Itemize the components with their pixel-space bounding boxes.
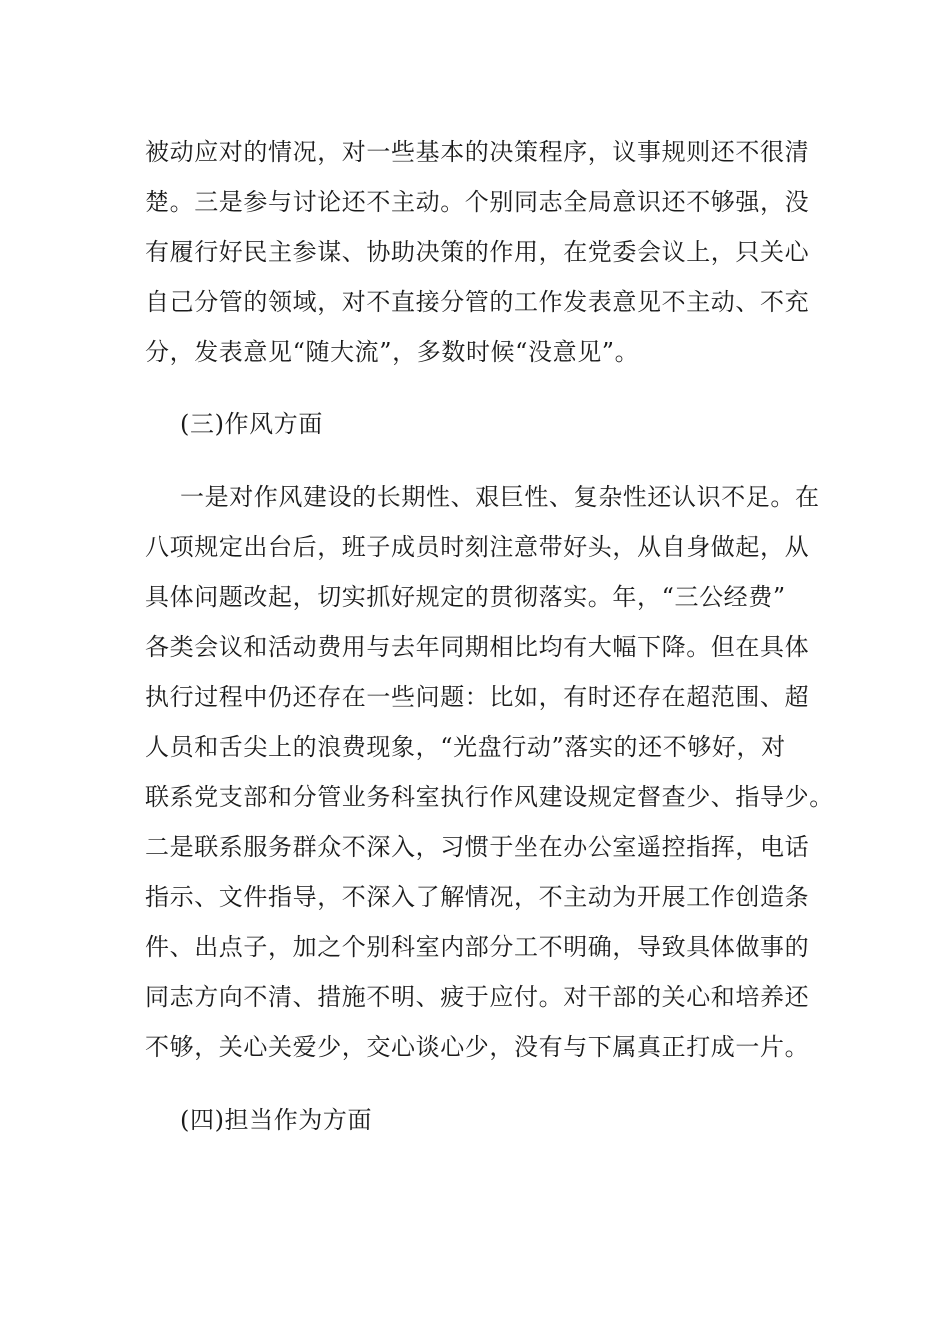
section-heading-3: (三)作风方面 — [180, 410, 323, 438]
text-line: 楚。三是参与讨论还不主动。个别同志全局意识还不够强，没 — [145, 188, 810, 216]
text-line: 被动应对的情况，对一些基本的决策程序，议事规则还不很清 — [145, 138, 810, 166]
text-line: 执行过程中仍还存在一些问题：比如，有时还存在超范围、超 — [145, 683, 810, 711]
text-line: 二是联系服务群众不深入，习惯于坐在办公室遥控指挥，电话 — [145, 833, 810, 861]
text-line: 一是对作风建设的长期性、艰巨性、复杂性还认识不足。在 — [180, 483, 820, 511]
text-line: 人员和舌尖上的浪费现象，“光盘行动”落实的还不够好，对 — [145, 733, 786, 761]
text-line: 联系党支部和分管业务科室执行作风建设规定督查少、指导少。 — [145, 783, 834, 811]
text-line: 有履行好民主参谋、协助决策的作用，在党委会议上，只关心 — [145, 238, 810, 266]
text-line: 各类会议和活动费用与去年同期相比均有大幅下降。但在具体 — [145, 633, 810, 661]
section-heading-4: (四)担当作为方面 — [180, 1106, 373, 1134]
text-line: 八项规定出台后，班子成员时刻注意带好头，从自身做起，从 — [145, 533, 810, 561]
text-line: 同志方向不清、措施不明、疲于应付。对干部的关心和培养还 — [145, 983, 810, 1011]
text-line: 自己分管的领域，对不直接分管的工作发表意见不主动、不充 — [145, 288, 810, 316]
text-line: 不够，关心关爱少，交心谈心少，没有与下属真正打成一片。 — [145, 1033, 810, 1061]
text-line: 件、出点子，加之个别科室内部分工不明确，导致具体做事的 — [145, 933, 810, 961]
text-line: 分，发表意见“随大流”，多数时候“没意见”。 — [145, 338, 640, 366]
text-line: 指示、文件指导，不深入了解情况，不主动为开展工作创造条 — [145, 883, 810, 911]
text-line: 具体问题改起，切实抓好规定的贯彻落实。年，“三公经费” — [145, 583, 786, 611]
